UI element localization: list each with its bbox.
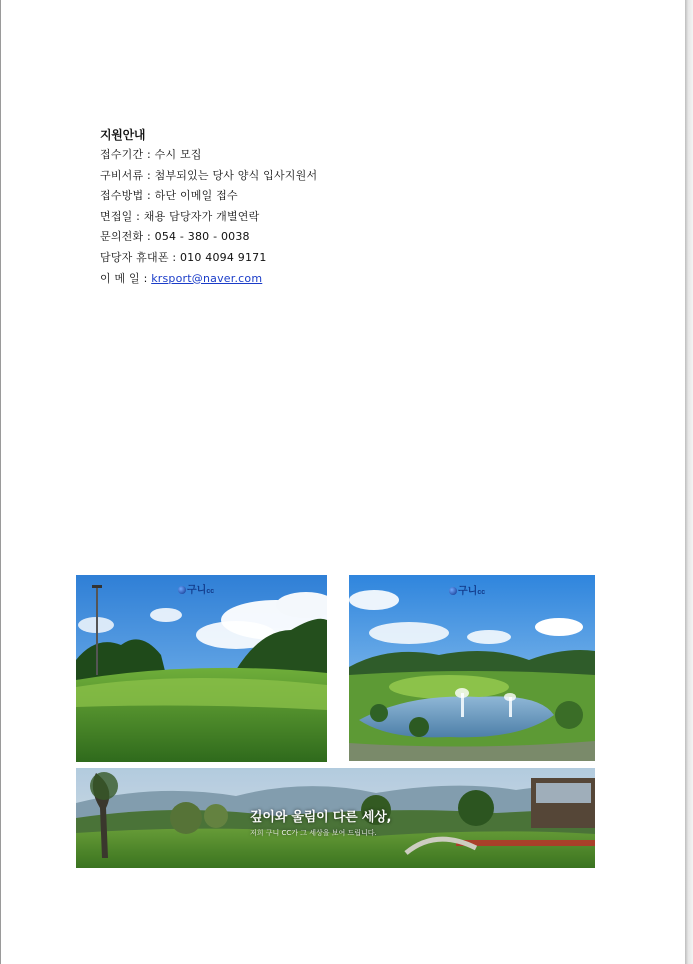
page-right-shadow [685,0,693,964]
info-row-method: 접수방법 : 하단 이메일 접수 [100,189,238,203]
info-row-interview: 면접일 : 채용 담당자가 개별연락 [100,209,260,223]
email-link[interactable]: krsport@naver.com [151,271,263,285]
banner-text [250,806,391,838]
logo-icon [178,586,186,594]
page-left-border [0,0,1,964]
golf-pond-photo [349,575,595,761]
golf-green-illustration [76,575,327,762]
golf-course-banner [76,768,595,868]
recruit-info-section [100,125,317,289]
info-row-period: 접수기간 : 수시 모집 [100,148,202,161]
logo-icon [449,587,457,595]
info-row-documents: 구비서류 : 첨부되있는 당사 양식 입사지원서 [100,168,318,182]
golf-green-photo [76,575,327,762]
info-row-phone: 문의전화 : 054 - 380 - 0038 [100,230,250,244]
golf-pond-illustration [349,575,595,761]
info-row-email: 이 메 일 : krsport@naver.com [100,271,263,285]
logo: 구니cc [449,582,485,597]
banner-subtext: 저희 구니 CC가 그 세상을 보여 드립니다. [250,829,377,837]
logo: 구니cc [178,581,214,596]
banner-headline: 깊이와 울림이 다른 세상, [250,810,392,825]
section-title: 지원안내 [100,128,146,142]
info-row-mobile: 담당자 휴대폰 : 010 4094 9171 [100,250,267,264]
